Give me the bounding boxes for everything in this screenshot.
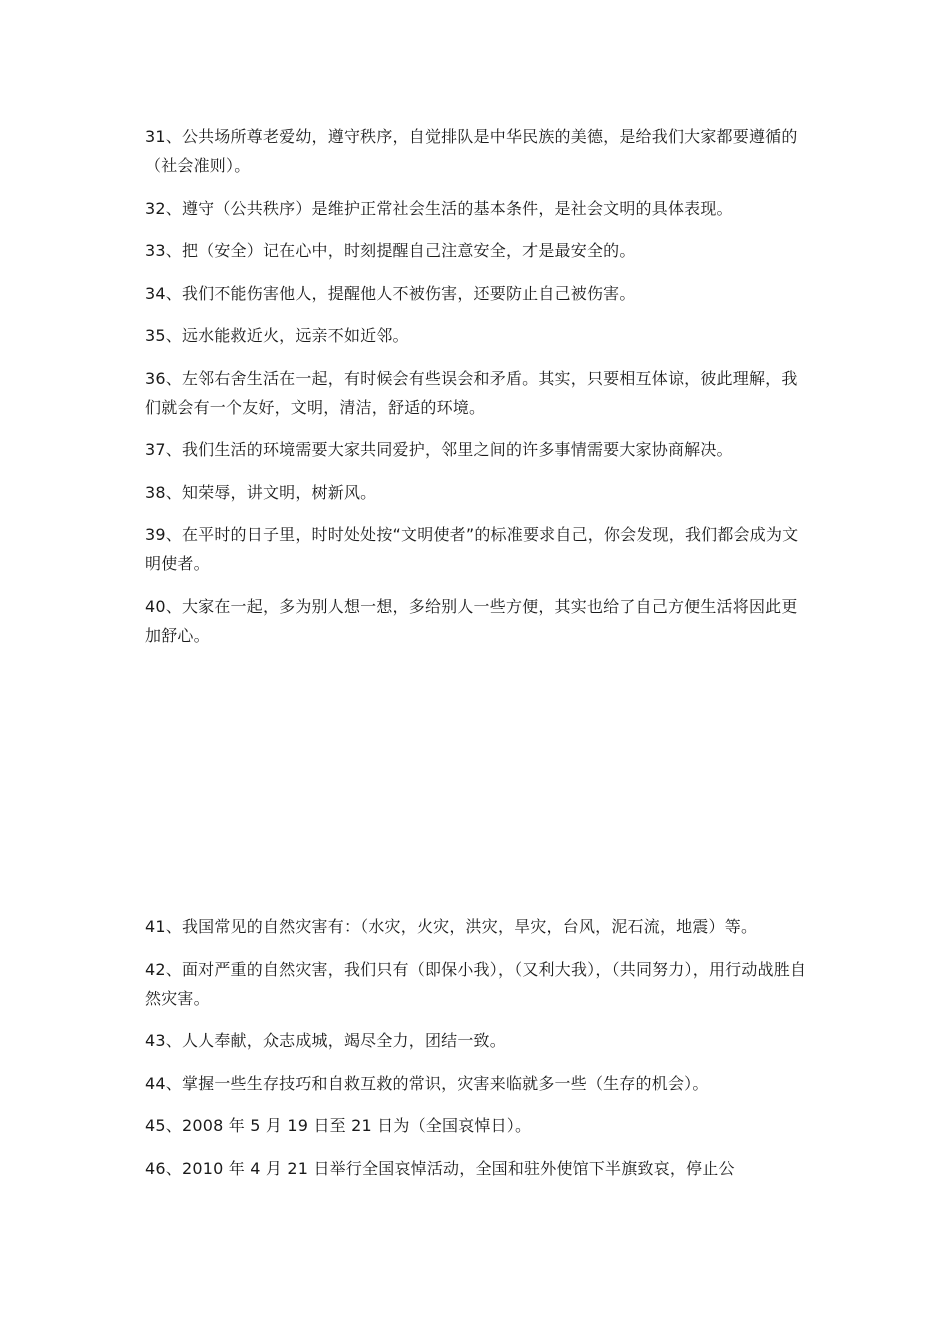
item-31: 31、公共场所尊老爱幼，遵守秩序，自觉排队是中华民族的美德，是给我们大家都要遵循的（社会准则）。 (145, 127, 798, 175)
item-40: 40、大家在一起，多为别人想一想，多给别人一些方便，其实也给了自己方便生活将因此更加舒心。 (145, 596, 798, 645)
section-civic-order (145, 122, 810, 663)
item-43: 43、人人奉献，众志成城，竭尽全力，团结一致。 (145, 1031, 506, 1050)
item-46: 46、2010 年 4 月 21 日举行全国哀悼活动，全国和驻外使馆下半旗致哀，停止公 (145, 1158, 735, 1178)
item-39: 39、在平时的日子里，时时处处按“文明使者”的标准要求自己，你会发现，我们都会成为文明使者。 (145, 525, 799, 573)
item-41: 41、我国常见的自然灾害有：（水灾，火灾，洪灾，旱灾，台风，泥石流，地震）等。 (145, 917, 758, 936)
item-45: 45、2008 年 5 月 19 日至 21 日为（全国哀悼日）。 (145, 1116, 532, 1135)
item-44: 44、掌握一些生存技巧和自救互救的常识，灾害来临就多一些（生存的机会）。 (145, 1073, 709, 1093)
item-35: 35、远水能救近火，远亲不如近邻。 (145, 326, 409, 345)
item-33: 33、把（安全）记在心中，时刻提醒自己注意安全，才是最安全的。 (145, 241, 636, 260)
item-42: 42、面对严重的自然灾害，我们只有（即保小我），（又利大我），（共同努力），用行动战胜自然灾害。 (145, 959, 807, 1008)
item-36: 36、左邻右舍生活在一起，有时候会有些误会和矛盾。其实，只要相互体谅，彼此理解，我们就会有一个友好，文明，清洁，舒适的环境。 (145, 368, 798, 417)
item-34: 34、我们不能伤害他人，提醒他人不被伤害，还要防止自己被伤害。 (145, 283, 636, 303)
item-37: 37、我们生活的环境需要大家共同爱护，邻里之间的许多事情需要大家协商解决。 (145, 440, 733, 459)
item-38: 38、知荣辱，讲文明，树新风。 (145, 482, 377, 502)
item-32: 32、遵守（公共秩序）是维护正常社会生活的基本条件，是社会文明的具体表现。 (145, 198, 733, 218)
section-natural-disasters (145, 912, 810, 1196)
